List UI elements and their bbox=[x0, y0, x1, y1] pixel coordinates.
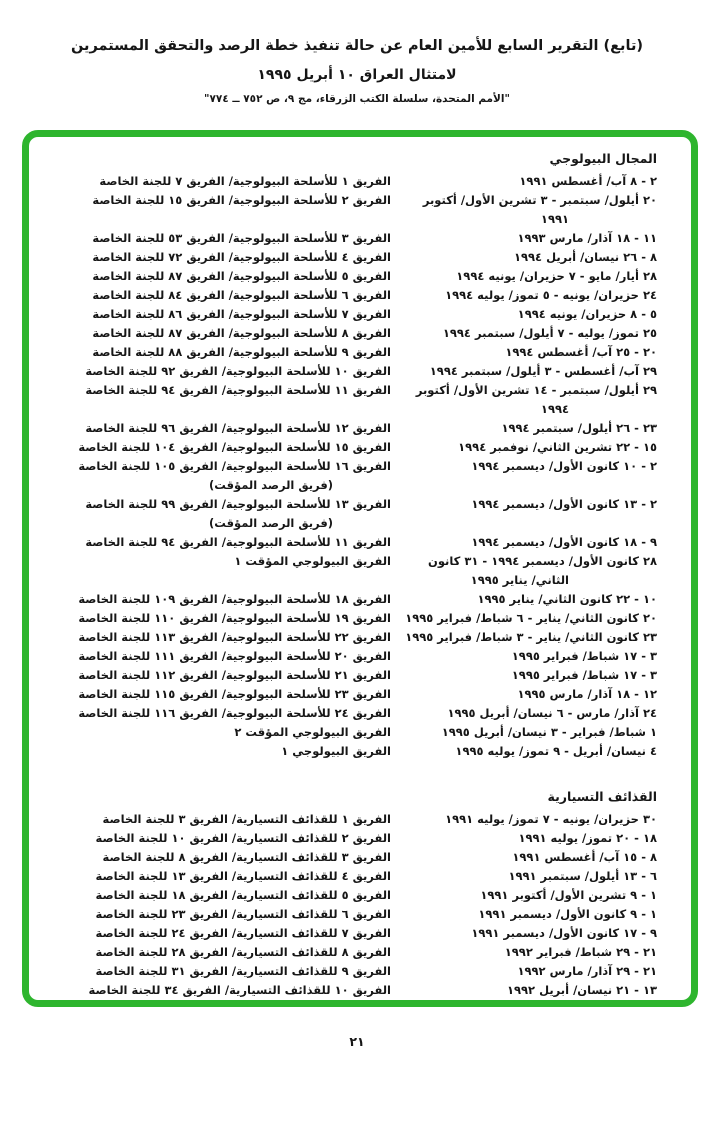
inspection-team: الفريق ٦ للقذائف التسيارية/ الفريق ٢٣ للجنة الخاصة bbox=[95, 907, 391, 921]
inspection-team: الفريق ٧ للقذائف التسيارية/ الفريق ٢٤ للجنة الخاصة bbox=[95, 926, 391, 940]
page-number: ٢١ bbox=[349, 1034, 365, 1049]
inspection-row bbox=[55, 267, 657, 286]
report-title-line1: (تابع) التقرير السابع للأمين العام عن حالة تنفيذ خطة الرصد والتحقق المستمرين bbox=[70, 38, 644, 54]
inspection-team: الفريق ٩ للأسلحة البيولوجية/ الفريق ٨٨ للجنة الخاصة bbox=[92, 345, 391, 359]
inspection-team: الفريق ٢٢ للأسلحة البيولوجية/ الفريق ١١٣ للجنة الخاصة bbox=[78, 630, 391, 644]
section-biological bbox=[55, 149, 657, 761]
inspection-date: ٢٠ - ٢٥ آب/ أغسطس ١٩٩٤ bbox=[505, 345, 657, 359]
inspection-row bbox=[55, 647, 657, 666]
inspection-row bbox=[55, 533, 657, 552]
inspection-row bbox=[55, 248, 657, 267]
inspection-date: ٢٥ تموز/ يوليه - ٧ أيلول/ سبتمبر ١٩٩٤ bbox=[442, 326, 657, 340]
inspection-date: ١٠ - ٢٢ كانون الثاني/ يناير ١٩٩٥ bbox=[477, 592, 657, 606]
inspection-date: ٢٩ أيلول/ سبتمبر - ١٤ تشرين الأول/ أكتوبر ١٩٩٤ bbox=[415, 383, 657, 416]
inspection-team: الفريق ٣ للقذائف التسيارية/ الفريق ٨ للجنة الخاصة bbox=[102, 850, 391, 864]
inspection-date: ١١ - ١٨ آذار/ مارس ١٩٩٣ bbox=[517, 231, 657, 245]
inspection-team: الفريق ٢٤ للأسلحة البيولوجية/ الفريق ١١٦ للجنة الخاصة bbox=[78, 706, 391, 720]
inspection-date: ٤ نيسان/ أبريل - ٩ تموز/ يوليه ١٩٩٥ bbox=[455, 744, 657, 758]
inspection-date: ٣ - ١٧ شباط/ فبراير ١٩٩٥ bbox=[511, 668, 657, 682]
sections bbox=[55, 149, 657, 1000]
inspection-team: الفريق ٧ للأسلحة البيولوجية/ الفريق ٨٦ للجنة الخاصة bbox=[92, 307, 391, 321]
inspection-row bbox=[55, 172, 657, 191]
inspection-team: الفريق ١٨ للأسلحة البيولوجية/ الفريق ١٠٩ للجنة الخاصة bbox=[78, 592, 391, 606]
inspection-date: ٢ - ١٠ كانون الأول/ ديسمبر ١٩٩٤ bbox=[471, 459, 657, 473]
report-title-line2: لامتثال العراق ١٠ أبريل ١٩٩٥ bbox=[257, 67, 457, 83]
inspection-date: ١ - ٩ كانون الأول/ ديسمبر ١٩٩١ bbox=[478, 907, 657, 921]
inspection-team: الفريق ١٩ للأسلحة البيولوجية/ الفريق ١١٠ للجنة الخاصة bbox=[78, 611, 391, 625]
inspection-team: الفريق ٦ للأسلحة البيولوجية/ الفريق ٨٤ للجنة الخاصة bbox=[92, 288, 391, 302]
inspection-date: ٢ - ١٣ كانون الأول/ ديسمبر ١٩٩٤ bbox=[471, 497, 657, 511]
inspection-row bbox=[55, 628, 657, 647]
inspection-row bbox=[55, 590, 657, 609]
inspection-team: الفريق ١٣ للأسلحة البيولوجية/ الفريق ٩٩ للجنة الخاصة (فريق الرصد المؤقت) bbox=[85, 497, 391, 530]
inspection-row bbox=[55, 962, 657, 981]
inspection-team: الفريق ٢٠ للأسلحة البيولوجية/ الفريق ١١١ للجنة الخاصة bbox=[78, 649, 391, 663]
inspection-row bbox=[55, 666, 657, 685]
inspection-row bbox=[55, 723, 657, 742]
inspection-date: ٢٨ كانون الأول/ ديسمبر ١٩٩٤ - ٣١ كانون الثاني/ يناير ١٩٩٥ bbox=[428, 554, 657, 587]
inspection-date: ٢٨ أيار/ مايو - ٧ حزيران/ يونيه ١٩٩٤ bbox=[456, 269, 657, 283]
inspection-team: الفريق ٢ للقذائف التسيارية/ الفريق ١٠ للجنة الخاصة bbox=[95, 831, 391, 845]
inspection-row bbox=[55, 848, 657, 867]
inspection-date: ٢١ - ٢٩ شباط/ فبراير ١٩٩٢ bbox=[504, 945, 657, 959]
inspection-row bbox=[55, 457, 657, 495]
inspection-row bbox=[55, 685, 657, 704]
inspection-row bbox=[55, 981, 657, 1000]
inspection-row bbox=[55, 886, 657, 905]
inspection-date: ١٣ - ٢١ نيسان/ أبريل ١٩٩٢ bbox=[506, 983, 657, 997]
inspection-date: ٢ - ٨ آب/ أغسطس ١٩٩١ bbox=[519, 174, 657, 188]
section-ballistic-missiles bbox=[55, 787, 657, 1000]
inspection-row bbox=[55, 305, 657, 324]
inspection-row bbox=[55, 924, 657, 943]
inspection-date: ١٢ - ١٨ آذار/ مارس ١٩٩٥ bbox=[517, 687, 657, 701]
inspection-team: الفريق ٣ للأسلحة البيولوجية/ الفريق ٥٣ للجنة الخاصة bbox=[92, 231, 391, 245]
inspection-team: الفريق ٥ للأسلحة البيولوجية/ الفريق ٨٧ للجنة الخاصة bbox=[92, 269, 391, 283]
inspection-date: ٢٠ كانون الثاني/ يناير - ٦ شباط/ فبراير ١٩٩٥ bbox=[405, 611, 657, 625]
inspection-team: الفريق ١ للأسلحة البيولوجية/ الفريق ٧ للجنة الخاصة bbox=[99, 174, 391, 188]
inspection-date: ٢٠ أيلول/ سبتمبر - ٣ تشرين الأول/ أكتوبر ١٩٩١ bbox=[422, 193, 657, 226]
inspection-team: الفريق ١٦ للأسلحة البيولوجية/ الفريق ١٠٥ للجنة الخاصة (فريق الرصد المؤقت) bbox=[78, 459, 391, 492]
inspection-row bbox=[55, 343, 657, 362]
inspection-team: الفريق ١ للقذائف التسيارية/ الفريق ٣ للجنة الخاصة bbox=[102, 812, 391, 826]
inspection-team: الفريق ١١ للأسلحة البيولوجية/ الفريق ٩٤ للجنة الخاصة bbox=[85, 383, 391, 397]
inspection-team: الفريق ٤ للأسلحة البيولوجية/ الفريق ٧٢ للجنة الخاصة bbox=[92, 250, 391, 264]
inspection-date: ٢٤ آذار/ مارس - ٦ نيسان/ أبريل ١٩٩٥ bbox=[447, 706, 657, 720]
inspection-date: ٩ - ١٧ كانون الأول/ ديسمبر ١٩٩١ bbox=[471, 926, 657, 940]
inspection-row bbox=[55, 829, 657, 848]
inspection-date: ٢١ - ٢٩ آذار/ مارس ١٩٩٢ bbox=[517, 964, 657, 978]
inspection-row bbox=[55, 810, 657, 829]
inspection-date: ٥ - ٨ حزيران/ يونيه ١٩٩٤ bbox=[517, 307, 657, 321]
inspection-row bbox=[55, 867, 657, 886]
inspection-team: الفريق البيولوجي ١ bbox=[281, 744, 391, 758]
inspection-date: ٢٣ كانون الثاني/ يناير - ٣ شباط/ فبراير ١٩٩٥ bbox=[405, 630, 657, 644]
inspection-row bbox=[55, 552, 657, 590]
inspection-team: الفريق البيولوجي المؤقت ٢ bbox=[234, 725, 391, 739]
inspection-team: الفريق ١٠ للأسلحة البيولوجية/ الفريق ٩٢ للجنة الخاصة bbox=[85, 364, 391, 378]
inspection-row bbox=[55, 286, 657, 305]
inspection-row bbox=[55, 495, 657, 533]
inspection-date: ٨ - ٢٦ نيسان/ أبريل ١٩٩٤ bbox=[514, 250, 657, 264]
inspection-date: ٦ - ١٣ أيلول/ سبتمبر ١٩٩١ bbox=[508, 869, 657, 883]
inspection-row bbox=[55, 362, 657, 381]
inspection-date: ٨ - ١٥ آب/ أغسطس ١٩٩١ bbox=[512, 850, 657, 864]
document-header bbox=[0, 0, 714, 105]
inspection-row bbox=[55, 438, 657, 457]
inspection-date: ١ - ٩ تشرين الأول/ أكتوبر ١٩٩١ bbox=[480, 888, 657, 902]
inspection-team: الفريق ١١ للأسلحة البيولوجية/ الفريق ٩٤ للجنة الخاصة bbox=[85, 535, 391, 549]
inspection-date: ٣٠ حزيران/ يونيه - ٧ تموز/ يوليه ١٩٩١ bbox=[445, 812, 657, 826]
inspection-date: ٢٤ حزيران/ يونيه - ٥ تموز/ يوليه ١٩٩٤ bbox=[445, 288, 657, 302]
inspection-row bbox=[55, 191, 657, 229]
inspection-row bbox=[55, 381, 657, 419]
inspection-row bbox=[55, 324, 657, 343]
inspection-row bbox=[55, 742, 657, 761]
inspection-team: الفريق ٥ للقذائف التسيارية/ الفريق ١٨ للجنة الخاصة bbox=[95, 888, 391, 902]
inspection-team: الفريق ١٥ للأسلحة البيولوجية/ الفريق ١٠٤ للجنة الخاصة bbox=[78, 440, 391, 454]
inspection-row bbox=[55, 419, 657, 438]
inspection-row bbox=[55, 905, 657, 924]
inspection-team: الفريق ١٠ للقذائف التسيارية/ الفريق ٣٤ للجنة الخاصة bbox=[88, 983, 391, 997]
inspection-team: الفريق ٢١ للأسلحة البيولوجية/ الفريق ١١٢ للجنة الخاصة bbox=[78, 668, 391, 682]
inspection-row bbox=[55, 609, 657, 628]
inspection-team: الفريق ٤ للقذائف التسيارية/ الفريق ١٣ للجنة الخاصة bbox=[95, 869, 391, 883]
inspection-date: ١٥ - ٢٢ تشرين الثاني/ نوفمبر ١٩٩٤ bbox=[458, 440, 657, 454]
inspection-team: الفريق ٨ للقذائف التسيارية/ الفريق ٢٨ للجنة الخاصة bbox=[95, 945, 391, 959]
inspection-date: ٩ - ١٨ كانون الأول/ ديسمبر ١٩٩٤ bbox=[471, 535, 657, 549]
inspection-date: ٣ - ١٧ شباط/ فبراير ١٩٩٥ bbox=[511, 649, 657, 663]
inspection-team: الفريق ٢٣ للأسلحة البيولوجية/ الفريق ١١٥ للجنة الخاصة bbox=[78, 687, 391, 701]
inspection-row bbox=[55, 704, 657, 723]
inspection-date: ٢٣ - ٢٦ أيلول/ سبتمبر ١٩٩٤ bbox=[501, 421, 657, 435]
inspection-row bbox=[55, 229, 657, 248]
highlight-border-box bbox=[22, 130, 698, 1007]
section-title: القذائف التسيارية bbox=[547, 789, 657, 804]
inspection-date: ١٨ - ٢٠ تموز/ يوليه ١٩٩١ bbox=[518, 831, 657, 845]
inspection-team: الفريق ٢ للأسلحة البيولوجية/ الفريق ١٥ للجنة الخاصة bbox=[92, 193, 391, 207]
source-citation: "الأمم المتحدة، سلسلة الكتب الزرقاء، مج ٩، ص ٧٥٢ ــ ٧٧٤" bbox=[204, 93, 510, 105]
inspection-team: الفريق البيولوجي المؤقت ١ bbox=[234, 554, 391, 568]
inspection-team: الفريق ٨ للأسلحة البيولوجية/ الفريق ٨٧ للجنة الخاصة bbox=[92, 326, 391, 340]
section-title: المجال البيولوجي bbox=[549, 151, 657, 166]
inspection-team: الفريق ١٢ للأسلحة البيولوجية/ الفريق ٩٦ للجنة الخاصة bbox=[85, 421, 391, 435]
inspection-team: الفريق ٩ للقذائف التسيارية/ الفريق ٣١ للجنة الخاصة bbox=[95, 964, 391, 978]
inspection-date: ١ شباط/ فبراير - ٣ نيسان/ أبريل ١٩٩٥ bbox=[441, 725, 657, 739]
inspection-row bbox=[55, 943, 657, 962]
inspection-date: ٢٩ آب/ أغسطس - ٣ أيلول/ سبتمبر ١٩٩٤ bbox=[429, 364, 657, 378]
